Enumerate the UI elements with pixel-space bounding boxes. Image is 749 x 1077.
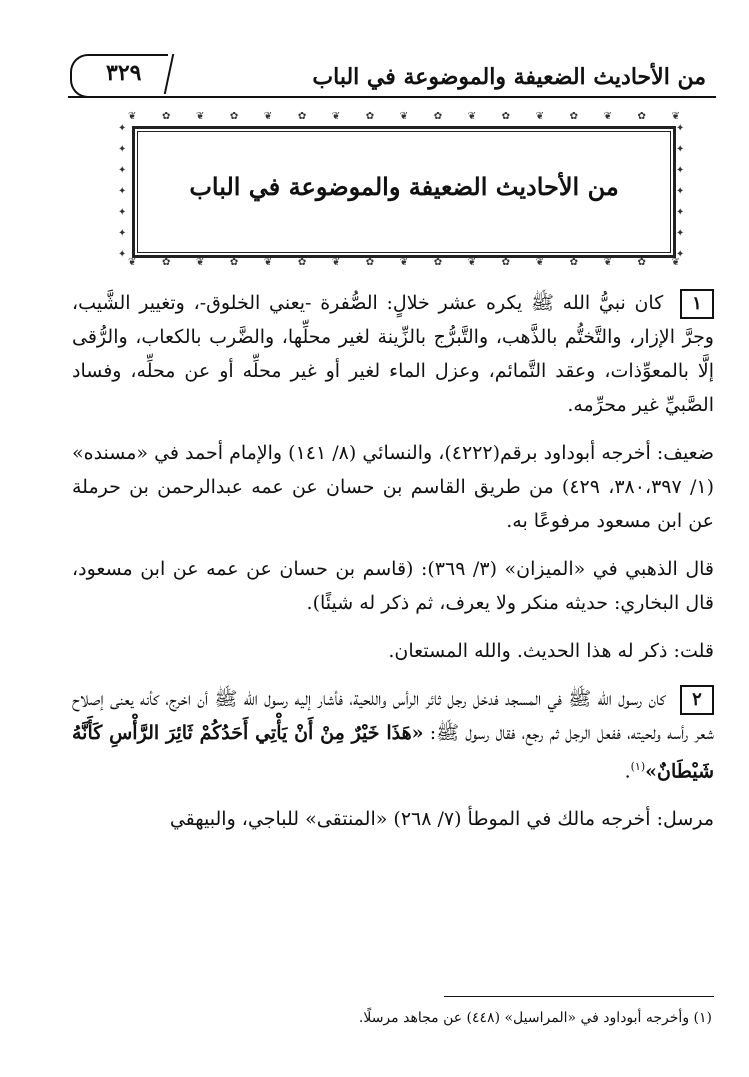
hadith-1-comment: قلت: ذكر له هذا الحديث. والله المستعان. bbox=[388, 640, 714, 662]
ornamental-frame bbox=[118, 112, 690, 272]
hadith-2-number: ٢ bbox=[680, 685, 714, 715]
ornament-bottom-row: ❦ ✿ ❦ ✿ ❦ ✿ ❦ ✿ ❦ ✿ ❦ ✿ ❦ ✿ ❦ ✿ ❦ bbox=[128, 257, 680, 268]
footnote: (١) وأخرجه أبوداود في «المراسيل» (٤٤٨) عن مجاهد مرسلًا. bbox=[358, 1010, 712, 1026]
hadith-1-number: ١ bbox=[680, 289, 714, 319]
hadith-1-takhrij: ضعيف: أخرجه أبوداود برقم(٤٢٢٢)، والنسائي (٨/ ١٤١) والإمام أحمد في «مسنده» (١/ ٣٨٠،٣٩٧، ٤٢٩) من طريق القاسم بن حسان عن عمه عبدالرحمن بن حرملة عن ابن مسعود مرفوعًا به. bbox=[72, 442, 715, 532]
main-text bbox=[72, 286, 714, 850]
hadith-1-text: كان نبيُّ الله ﷺ يكره عشر خلالٍ: الصُّفرة -يعني الخلوق-، وتغيير الشَّيب، وجرَّ الإزار، والتَّختُّم بالذَّهب، والتَّبرُّج بالزِّينة لغير محلِّها، والضَّرب بالكعاب، والرُّقى إلَّا بالمعوِّذات، وعقد التَّمائم، وعزل الماء لغير أو غير محلِّه أو عن محلِّه، وفساد الصَّبيِّ غير محرِّمه. bbox=[72, 292, 714, 416]
running-header bbox=[68, 52, 716, 100]
hadith-1-paragraph bbox=[72, 286, 714, 422]
footnote-marker: (١) bbox=[630, 760, 646, 773]
ornament-top-row: ❦ ✿ ❦ ✿ ❦ ✿ ❦ ✿ ❦ ✿ ❦ ✿ ❦ ✿ ❦ ✿ ❦ bbox=[128, 111, 680, 122]
ornament-right-column: ✦ ✦ ✦ ✦ ✦ ✦ ✦ bbox=[676, 123, 685, 260]
hadith-1-dhahabi-quote: قال الذهبي في «الميزان» (٣/ ٣٦٩): (قاسم بن حسان عن عمه عن ابن مسعود، قال البخاري: حديثه منكر ولا يعرف، ثم ذكر له شيئًا). bbox=[72, 558, 714, 614]
header-rule bbox=[68, 96, 716, 98]
page-number: ٣٢٩ bbox=[106, 60, 142, 86]
running-title: من الأحاديث الضعيفة والموضوعة في الباب bbox=[312, 64, 706, 90]
hadith-2-quote: «هَذَا خَيْرٌ مِنْ أَنْ يَأْتِي أَحَدُكُمْ ثَائِرَ الرَّأْسِ كَأَنَّهُ شَيْطَانٌ» bbox=[72, 722, 714, 783]
hadith-2-paragraph: ٢ كان رسول الله ﷺ في المسجد فدخل رجل ثائر الرأس واللحية، فأشار إليه رسول الله ﷺ أن اخرج، كأنه يعنى إصلاح شعر رأسه ولحيته، ففعل الرجل ثم رجع، فقال رسول ﷺ: «هَذَا خَيْرٌ مِنْ أَنْ يَأْتِي أَحَدُكُمْ ثَائِرَ الرَّأْسِ كَأَنَّهُ شَيْطَانٌ»$^{(١)}$. bbox=[72, 682, 714, 788]
hadith-2-text: كان رسول الله ﷺ في المسجد فدخل رجل ثائر الرأس واللحية، فأشار إليه رسول الله ﷺ أن اخرج، كأنه يعنى إصلاح شعر رأسه ولحيته، ففعل الرجل ثم رجع، فقال رسول ﷺ: bbox=[72, 688, 714, 744]
ornament-left-column: ✦ ✦ ✦ ✦ ✦ ✦ ✦ bbox=[118, 123, 127, 260]
hadith-2-takhrij: مرسل: أخرجه مالك في الموطأ (٧/ ٢٦٨) «المنتقى» للباجي، والبيهقي bbox=[169, 808, 714, 831]
footnote-rule bbox=[444, 996, 714, 997]
chapter-title: من الأحاديث الضعيفة والموضوعة في الباب bbox=[189, 172, 619, 201]
